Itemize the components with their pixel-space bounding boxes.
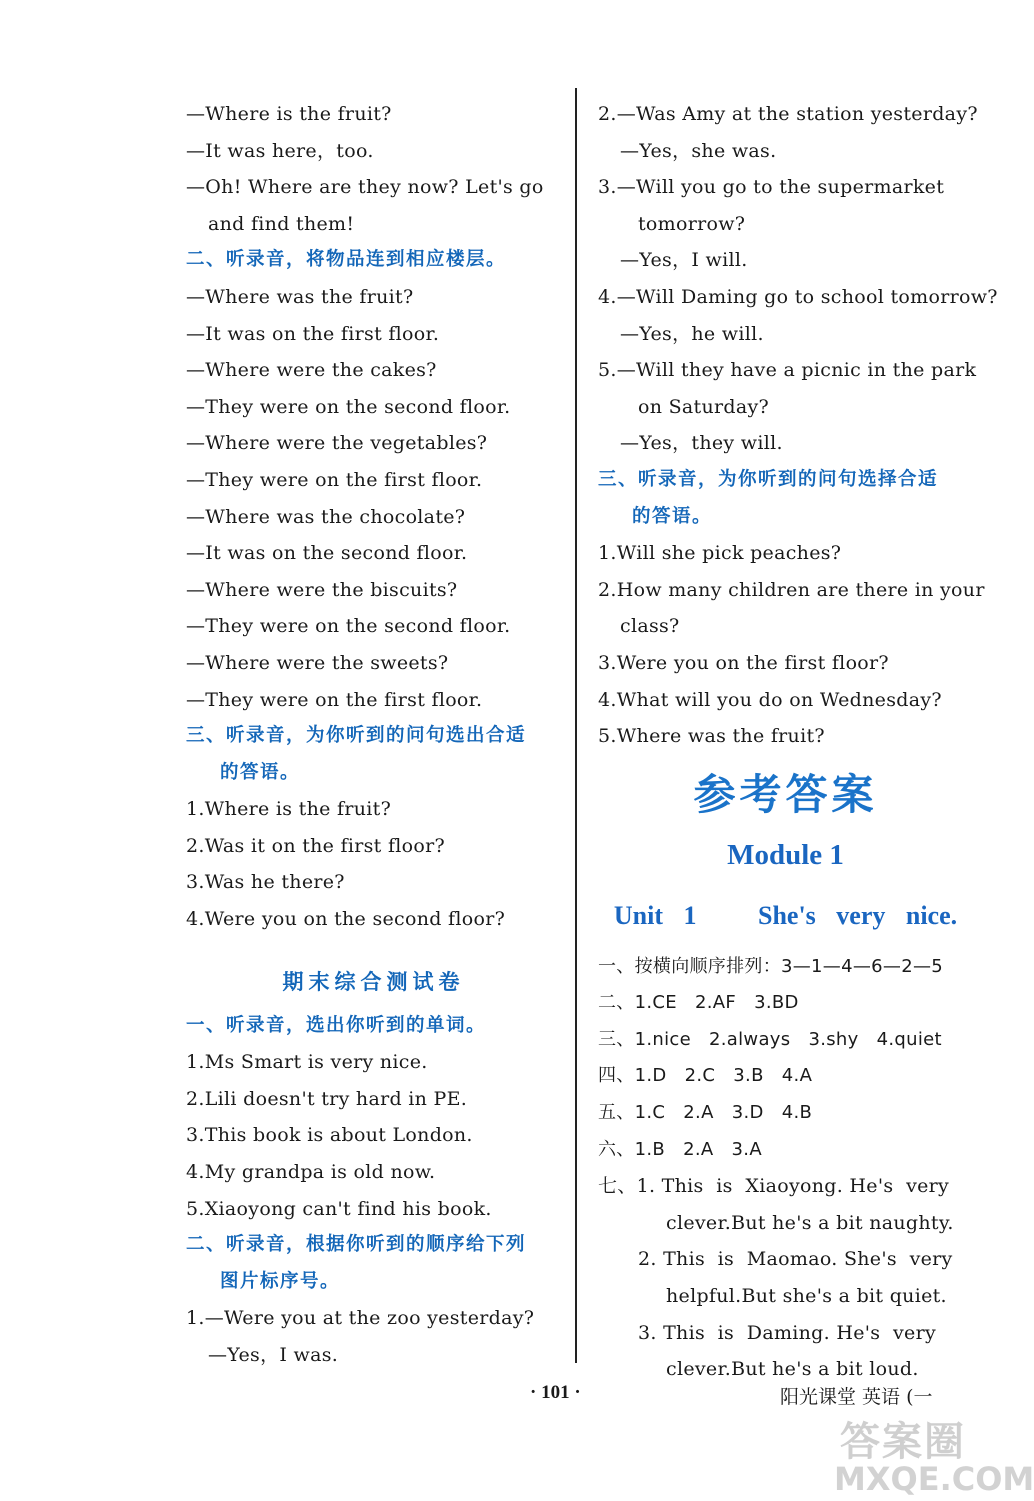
left-column <box>186 96 561 1374</box>
answer-line: 一、按横向顺序排列：3—1—4—6—2—5 <box>598 955 944 977</box>
text-line: —Where is the fruit? <box>186 103 392 125</box>
text-line: —Yes，she was. <box>620 139 777 162</box>
text-line: 4.—Will Daming go to school tomorrow? <box>598 285 998 308</box>
text-line: —Yes，he will. <box>620 322 764 345</box>
text-line: —Where was the chocolate? <box>186 505 466 528</box>
section-heading: 图片标序号。 <box>220 1270 341 1292</box>
text-line: 5.Xiaoyong can't find his book. <box>186 1197 492 1220</box>
text-line: 2.How many children are there in your <box>598 578 985 601</box>
text-line: clever.But he's a bit naughty. <box>666 1211 954 1234</box>
text-line: 3.Were you on the first floor? <box>598 651 889 674</box>
text-line: class? <box>620 615 680 638</box>
text-line: tomorrow? <box>638 212 746 235</box>
text-line: —Yes，I will. <box>620 249 748 272</box>
section-heading: 二、听录音，将物品连到相应楼层。 <box>186 249 507 271</box>
text-line: 4.Were you on the second floor? <box>186 908 506 931</box>
text-line: —Where were the vegetables? <box>186 432 488 455</box>
page-number: · 101 · <box>530 1382 581 1403</box>
section-heading: 二、听录音，根据你听到的顺序给下列 <box>186 1234 527 1256</box>
text-line: 1.—Were you at the zoo yesterday? <box>186 1307 535 1330</box>
text-line: 5.Where was the fruit? <box>598 725 825 748</box>
text-line: —They were on the second floor. <box>186 395 511 418</box>
text-line: 2.Was it on the first floor? <box>186 834 446 857</box>
section-heading: 一、听录音，选出你听到的单词。 <box>186 1014 487 1036</box>
text-line: and find them! <box>208 212 355 235</box>
text-line: —Where were the cakes? <box>186 359 437 382</box>
text-line: —It was here，too. <box>186 139 374 162</box>
text-line: —Where were the sweets? <box>186 651 449 674</box>
text-line: —They were on the first floor. <box>186 688 483 711</box>
text-line: 4.What will you do on Wednesday? <box>598 688 942 711</box>
section-heading: 的答语。 <box>632 505 713 527</box>
text-line: 3. This is Daming. He's very <box>638 1321 936 1344</box>
module-title: Module 1 <box>727 838 844 871</box>
answer-line: 四、1.D 2.C 3.B 4.A <box>598 1065 813 1087</box>
test-section-title: 期末综合测试卷 <box>282 969 465 994</box>
unit-title: Unit 1 She's very nice. <box>613 900 958 930</box>
text-line: helpful.But she's a bit quiet. <box>666 1285 947 1308</box>
column-divider <box>575 88 577 1363</box>
text-line: —Yes，they will. <box>620 432 783 455</box>
text-line: 2. This is Maomao. She's very <box>638 1248 953 1271</box>
right-column <box>598 96 998 1388</box>
answer-line: 二、1.CE 2.AF 3.BD <box>598 992 799 1014</box>
answer-line: 六、1.B 2.A 3.A <box>598 1138 762 1160</box>
text-line: —It was on the first floor. <box>186 322 440 345</box>
watermark-url: MXQE.COM <box>834 1460 1034 1498</box>
text-line: 3.Was he there? <box>186 871 345 894</box>
text-line: 2.Lili doesn't try hard in PE. <box>186 1087 468 1110</box>
text-line: clever.But he's a bit loud. <box>666 1358 919 1381</box>
text-line: —Yes，I was. <box>208 1344 339 1366</box>
text-line: 1.Will she pick peaches? <box>598 542 842 565</box>
text-line: 3.—Will you go to the supermarket <box>598 176 945 199</box>
section-heading: 三、听录音，为你听到的问句选择合适 <box>598 468 939 490</box>
section-heading: 三、听录音，为你听到的问句选出合适 <box>186 725 527 747</box>
watermark-logo <box>830 1410 1034 1500</box>
text-line: —It was on the second floor. <box>186 542 468 565</box>
text-line: —Where were the biscuits? <box>186 578 458 601</box>
text-line: 4.My grandpa is old now. <box>186 1161 436 1184</box>
answer-key-title: 参考答案 <box>693 769 878 819</box>
section-heading: 的答语。 <box>220 761 301 783</box>
text-line: 5.—Will they have a picnic in the park <box>598 359 977 382</box>
text-line: —They were on the second floor. <box>186 615 511 638</box>
answer-line: 五、1.C 2.A 3.D 4.B <box>598 1102 813 1124</box>
text-line: 七、1. This is Xiaoyong. He's very <box>598 1175 950 1198</box>
text-line: on Saturday? <box>638 395 770 418</box>
text-line: 1.Where is the fruit? <box>186 798 392 821</box>
text-line: 1.Ms Smart is very nice. <box>186 1051 428 1074</box>
text-line: 3.This book is about London. <box>186 1124 473 1147</box>
answer-line: 三、1.nice 2.always 3.shy 4.quiet <box>598 1028 942 1050</box>
text-line: —Oh! Where are they now? Let's go <box>186 176 544 199</box>
text-line: —Where was the fruit? <box>186 285 414 308</box>
watermark-text: 答案圈 <box>840 1419 966 1465</box>
text-line: —They were on the first floor. <box>186 468 483 491</box>
text-line: 2.—Was Amy at the station yesterday? <box>598 103 978 125</box>
book-title: 阳光课堂 英语 (一 <box>780 1386 933 1408</box>
